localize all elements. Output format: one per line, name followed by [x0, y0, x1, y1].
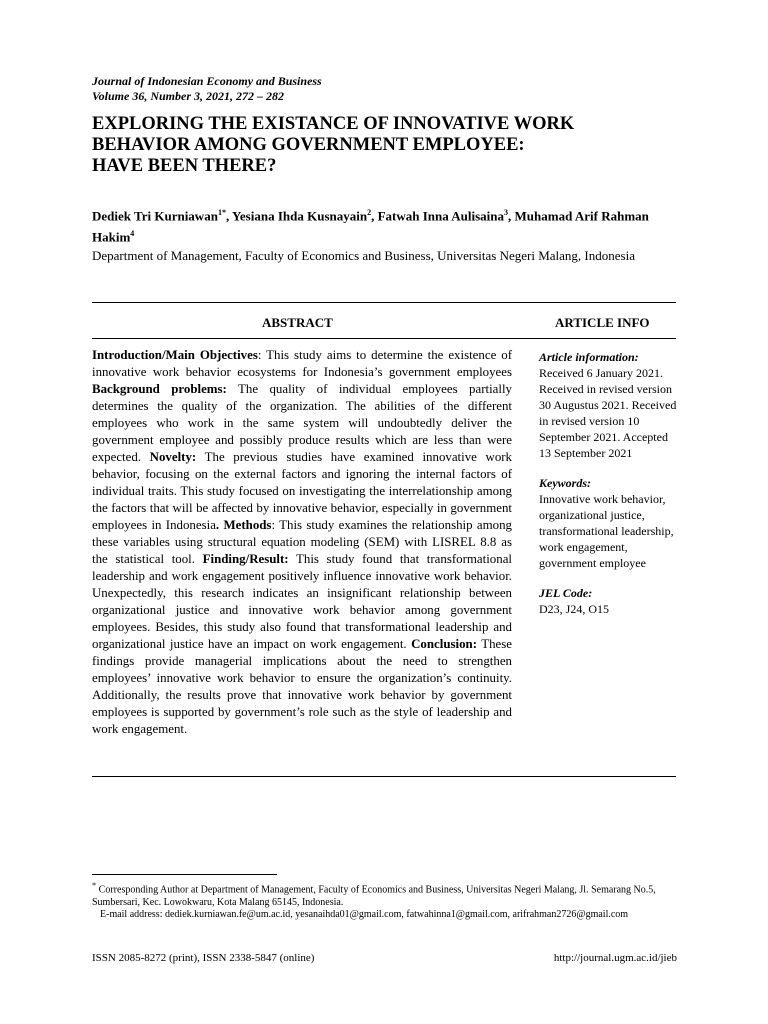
methods-label: . Methods: [215, 518, 272, 532]
finding-text: This study found that transformational leadership and work engagement positively influence innovative work behavior. Unexpectedly, this research indicates an insignificant relationship between organizational justice and innovative work behavior among government employees. Besides, this study also found that transformational leadership and organizational justice have an impact on work engagement.: [92, 552, 512, 651]
methods-text: : This study examines the relationship among these variables using structural equation modeling (SEM) with LISREL 8.8 as the statistical tool.: [92, 518, 512, 566]
title-line-1: EXPLORING THE EXISTANCE OF INNOVATIVE WORK: [92, 114, 575, 134]
author-list: Dediek Tri Kurniawan$^{1*}$, Yesiana Ihda Kusnayain$^2$, Fatwah Inna Aulisaina$^3$, Muhamad Arif Rahman Hakim$^4$: [92, 208, 649, 245]
footnote-marker: *: [92, 881, 97, 890]
background-text: The quality of individual employees partially determines the quality of the organization. The abilities of the different employees who work in the same system will undoubtedly deliver the government employee and possibly produce results which are less than were expected.: [92, 382, 512, 464]
info-text: Received 6 January 2021. Received in revised version 30 Augustus 2021. Received in revised version 10 September 2021. Accepted 13 September 2021: [539, 366, 677, 460]
author-sup: 1*: [217, 208, 226, 217]
intro-text: : This study aims to determine the existence of innovative work behavior ecosystems for Indonesia’s government employees: [92, 348, 512, 379]
footnote-line-2: E-mail address: dediek.kurniawan.fe@um.ac.id, yesanaihda01@gmail.com, fatwahinna1@gmail.com, arifrahman2726@gmail.com: [100, 909, 629, 921]
info-label: Article information:: [539, 350, 639, 364]
paper-title: [92, 114, 682, 177]
conclusion-text: These findings provide managerial implications about the need to strengthen employees’ innovative work behavior to ensure the organization’s continuity. Additionally, the results prove that innovative work behavior by government employees is supported by government’s role such as the style of leadership and work engagement.: [92, 637, 512, 736]
footer-url[interactable]: http://journal.ugm.ac.id/jieb: [553, 952, 677, 964]
header-divider: [92, 338, 676, 339]
novelty-text: The previous studies have examined innovative work behavior, focusing on the external factors and ignoring the internal factors of individual traits. This study focused on investigating the interrelationship among the factors that will be affected by innovative behavior, especially in government employees in Indonesia: [92, 450, 513, 532]
abstract-body: [92, 347, 512, 738]
conclusion-label: Conclusion:: [411, 637, 478, 651]
keywords-label: Keywords:: [539, 476, 591, 490]
journal-header: [92, 74, 322, 104]
top-divider: [92, 302, 676, 303]
footnote-rule: [92, 874, 277, 875]
article-info-heading: ARTICLE INFO: [555, 315, 650, 330]
article-info-panel: [539, 349, 679, 631]
keywords-text: Innovative work behavior, organizational justice, transformational leadership, work engagement, government employee: [539, 492, 674, 570]
author-name: Fatwah Inna Aulisaina: [377, 208, 505, 224]
finding-label: Finding/Result:: [202, 552, 289, 566]
footnote-line-1: Corresponding Author at Department of Management, Faculty of Economics and Business, Universitas Negeri Malang, Jl. Semarang No.5, Sumbersari, Kec. Lowokwaru, Kota Malang 65145, Indonesia.: [92, 884, 656, 908]
title-line-3: HAVE BEEN THERE?: [92, 156, 277, 176]
footer-issn: ISSN 2085-8272 (print), ISSN 2338-5847 (online): [92, 952, 315, 964]
novelty-label: Novelty:: [149, 450, 197, 464]
title-line-2: BEHAVIOR AMONG GOVERNMENT EMPLOYEE:: [92, 135, 525, 155]
jel-text: D23, J24, O15: [539, 602, 610, 616]
journal-name: Journal of Indonesian Economy and Business: [92, 74, 322, 88]
bottom-divider: [92, 776, 676, 777]
author-name: Muhamad Arif Rahman Hakim: [92, 208, 649, 245]
journal-volume: Volume 36, Number 3, 2021, 272 – 282: [92, 89, 285, 103]
jel-label: JEL Code:: [539, 586, 593, 600]
affiliation: Department of Management, Faculty of Economics and Business, Universitas Negeri Malang, Indonesia: [92, 248, 635, 263]
author-sup: 4: [130, 229, 135, 239]
author-name: Dediek Tri Kurniawan: [92, 208, 218, 224]
intro-label: Introduction/Main Objectives: [92, 348, 258, 362]
jel-code: [539, 585, 679, 617]
background-label: Background problems:: [92, 382, 227, 396]
keywords: [539, 475, 679, 571]
article-information: [539, 349, 679, 461]
author-sup: 2: [367, 208, 372, 217]
author-sup: 3: [504, 208, 509, 217]
footnote: [92, 880, 692, 922]
author-name: Yesiana Ihda Kusnayain: [231, 208, 368, 224]
abstract-heading: ABSTRACT: [262, 315, 333, 330]
